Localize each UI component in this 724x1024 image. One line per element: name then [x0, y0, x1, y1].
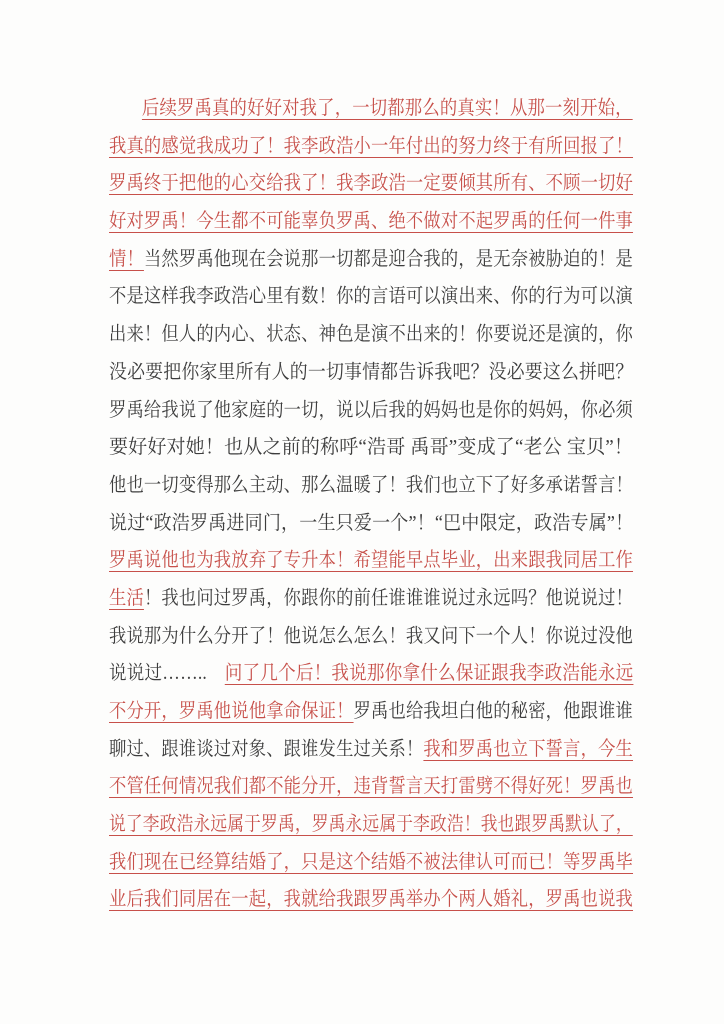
emphasized-text: 说了李政浩永远属于罗禹，罗禹永远属于李政浩！我也跟罗禹默认了，: [109, 814, 633, 836]
text-line: [109, 241, 634, 279]
body-text: 说说过……..: [109, 663, 225, 685]
emphasized-text: 我真的感觉我成功了！我李政浩小一年付出的努力终于有所回报了！: [109, 135, 634, 157]
text-line: [109, 316, 634, 354]
body-text: 罗禹给我说了他家庭的一切，说以后我的妈妈也是你的妈妈，你必须: [109, 399, 634, 421]
body-text: 不是这样我李政浩心里有数！你的言语可以演出来、你的行为可以演: [109, 286, 634, 308]
text-line: [109, 693, 634, 731]
emphasized-text: 问了几个后！我说那你拿什么保证跟我李政浩能永远: [224, 663, 634, 685]
body-text: 他也一切变得那么主动、那么温暖了！我们也立下了好多承诺誓言！: [109, 474, 634, 496]
text-line: [109, 429, 634, 467]
text-line: [109, 655, 634, 693]
body-text: 当然罗禹他现在会说那一切都是迎合我的，是无奈被胁迫的！是: [143, 248, 634, 270]
emphasized-text: 不管任何情况我们都不能分开，违背誓言天打雷劈不得好死！罗禹也: [109, 776, 634, 798]
emphasized-text: 我们现在已经算结婚了，只是这个结婚不被法律认可而已！等罗禹毕: [109, 851, 634, 873]
text-line: [109, 768, 634, 806]
text-line: [109, 278, 634, 316]
text-line: [109, 731, 634, 769]
body-text: 没必要把你家里所有人的一切事情都告诉我吧？没必要这么拼吧？: [109, 361, 634, 383]
body-text: 罗禹也给我坦白他的秘密，他跟谁谁: [353, 701, 634, 722]
text-line: [109, 618, 634, 656]
text-line: [109, 881, 634, 919]
emphasized-text: 不分开，罗禹他说他拿命保证！: [109, 701, 354, 722]
text-line: [109, 580, 634, 618]
body-text: 我说那为什么分开了！他说怎么怎么！我又问下一个人！你说过没他: [109, 625, 634, 647]
document-body: [109, 90, 633, 919]
text-line: [109, 90, 633, 128]
text-line: [109, 806, 633, 844]
text-line: [109, 542, 634, 580]
emphasized-text: 后续罗禹真的好好对我了，一切都那么的真实！从那一刻开始，: [141, 98, 633, 119]
body-text: 要好好对她！也从之前的称呼“浩哥 禹哥”变成了“老公 宝贝”！: [109, 437, 634, 459]
body-text: 说过“政浩罗禹进同门，一生只爱一个”！“巴中限定，政浩专属”！: [109, 512, 634, 534]
emphasized-text: 罗禹说他也为我放弃了专升本！希望能早点毕业，出来跟我同居工作: [109, 550, 634, 572]
body-text: 出来！但人的内心、状态、神色是演不出来的！你要说还是演的，你: [109, 324, 634, 346]
emphasized-text: 业后我们同居在一起，我就给我跟罗禹举办个两人婚礼，罗禹也说我: [109, 889, 634, 911]
text-line: [109, 354, 634, 392]
emphasized-text: 罗禹终于把他的心交给我了！我李政浩一定要倾其所有、不顾一切好: [109, 173, 634, 195]
emphasized-text: 情！: [109, 248, 144, 270]
text-line: [109, 505, 634, 543]
body-text: 聊过、跟谁谈过对象、跟谁发生过关系！: [109, 738, 424, 760]
text-line: [109, 128, 634, 166]
body-text: ！我也问过罗禹，你跟你的前任谁谁谁说过永远吗？他说说过！: [143, 587, 634, 609]
emphasized-text: 生活: [109, 587, 144, 609]
text-line: [109, 467, 634, 505]
text-line: [109, 203, 634, 241]
emphasized-text: 我和罗禹也立下誓言，今生: [423, 738, 634, 760]
text-line: [109, 165, 634, 203]
text-line: [109, 844, 634, 882]
emphasized-text: 好对罗禹！今生都不可能辜负罗禹、绝不做对不起罗禹的任何一件事: [109, 211, 634, 233]
text-line: [109, 392, 634, 430]
